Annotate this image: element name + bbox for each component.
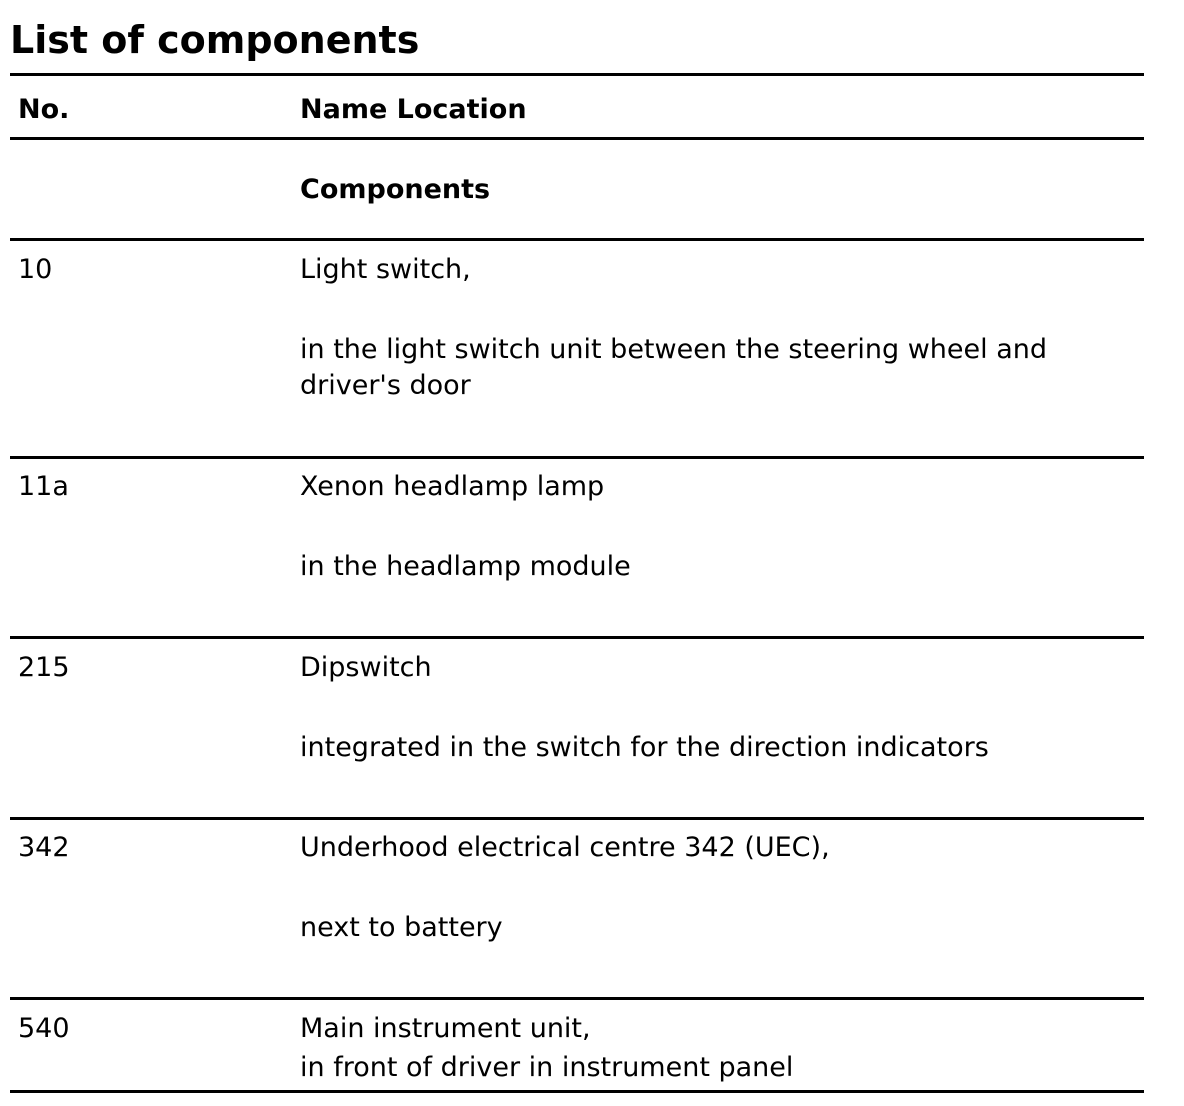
component-name: Main instrument unit, bbox=[300, 1013, 591, 1044]
table-bottom-rule bbox=[10, 1090, 1144, 1093]
row-number: 10 bbox=[18, 254, 53, 285]
component-location: next to battery bbox=[300, 912, 503, 943]
component-location: in front of driver in instrument panel bbox=[300, 1052, 794, 1083]
row-number: 11a bbox=[18, 471, 69, 502]
row-divider bbox=[10, 456, 1144, 459]
row-number: 342 bbox=[18, 832, 70, 863]
component-location: integrated in the switch for the direction indicators bbox=[300, 732, 989, 763]
component-location: in the headlamp module bbox=[300, 551, 631, 582]
row-divider bbox=[10, 636, 1144, 639]
component-location: in the light switch unit between the steering wheel and bbox=[300, 334, 1048, 365]
page-title: List of components bbox=[10, 18, 420, 62]
component-location: driver's door bbox=[300, 370, 471, 401]
table-top-rule bbox=[10, 73, 1144, 76]
column-header-no: No. bbox=[18, 94, 70, 125]
row-divider bbox=[10, 997, 1144, 1000]
row-divider bbox=[10, 238, 1144, 241]
row-divider bbox=[10, 817, 1144, 820]
row-number: 215 bbox=[18, 652, 70, 683]
component-name: Xenon headlamp lamp bbox=[300, 471, 605, 502]
row-number: 540 bbox=[18, 1013, 70, 1044]
section-heading: Components bbox=[300, 174, 491, 205]
component-name: Dipswitch bbox=[300, 652, 432, 683]
component-name: Underhood electrical centre 342 (UEC), bbox=[300, 832, 830, 863]
column-header-name-location: Name Location bbox=[300, 94, 527, 125]
header-rule bbox=[10, 137, 1144, 140]
component-name: Light switch, bbox=[300, 254, 471, 285]
